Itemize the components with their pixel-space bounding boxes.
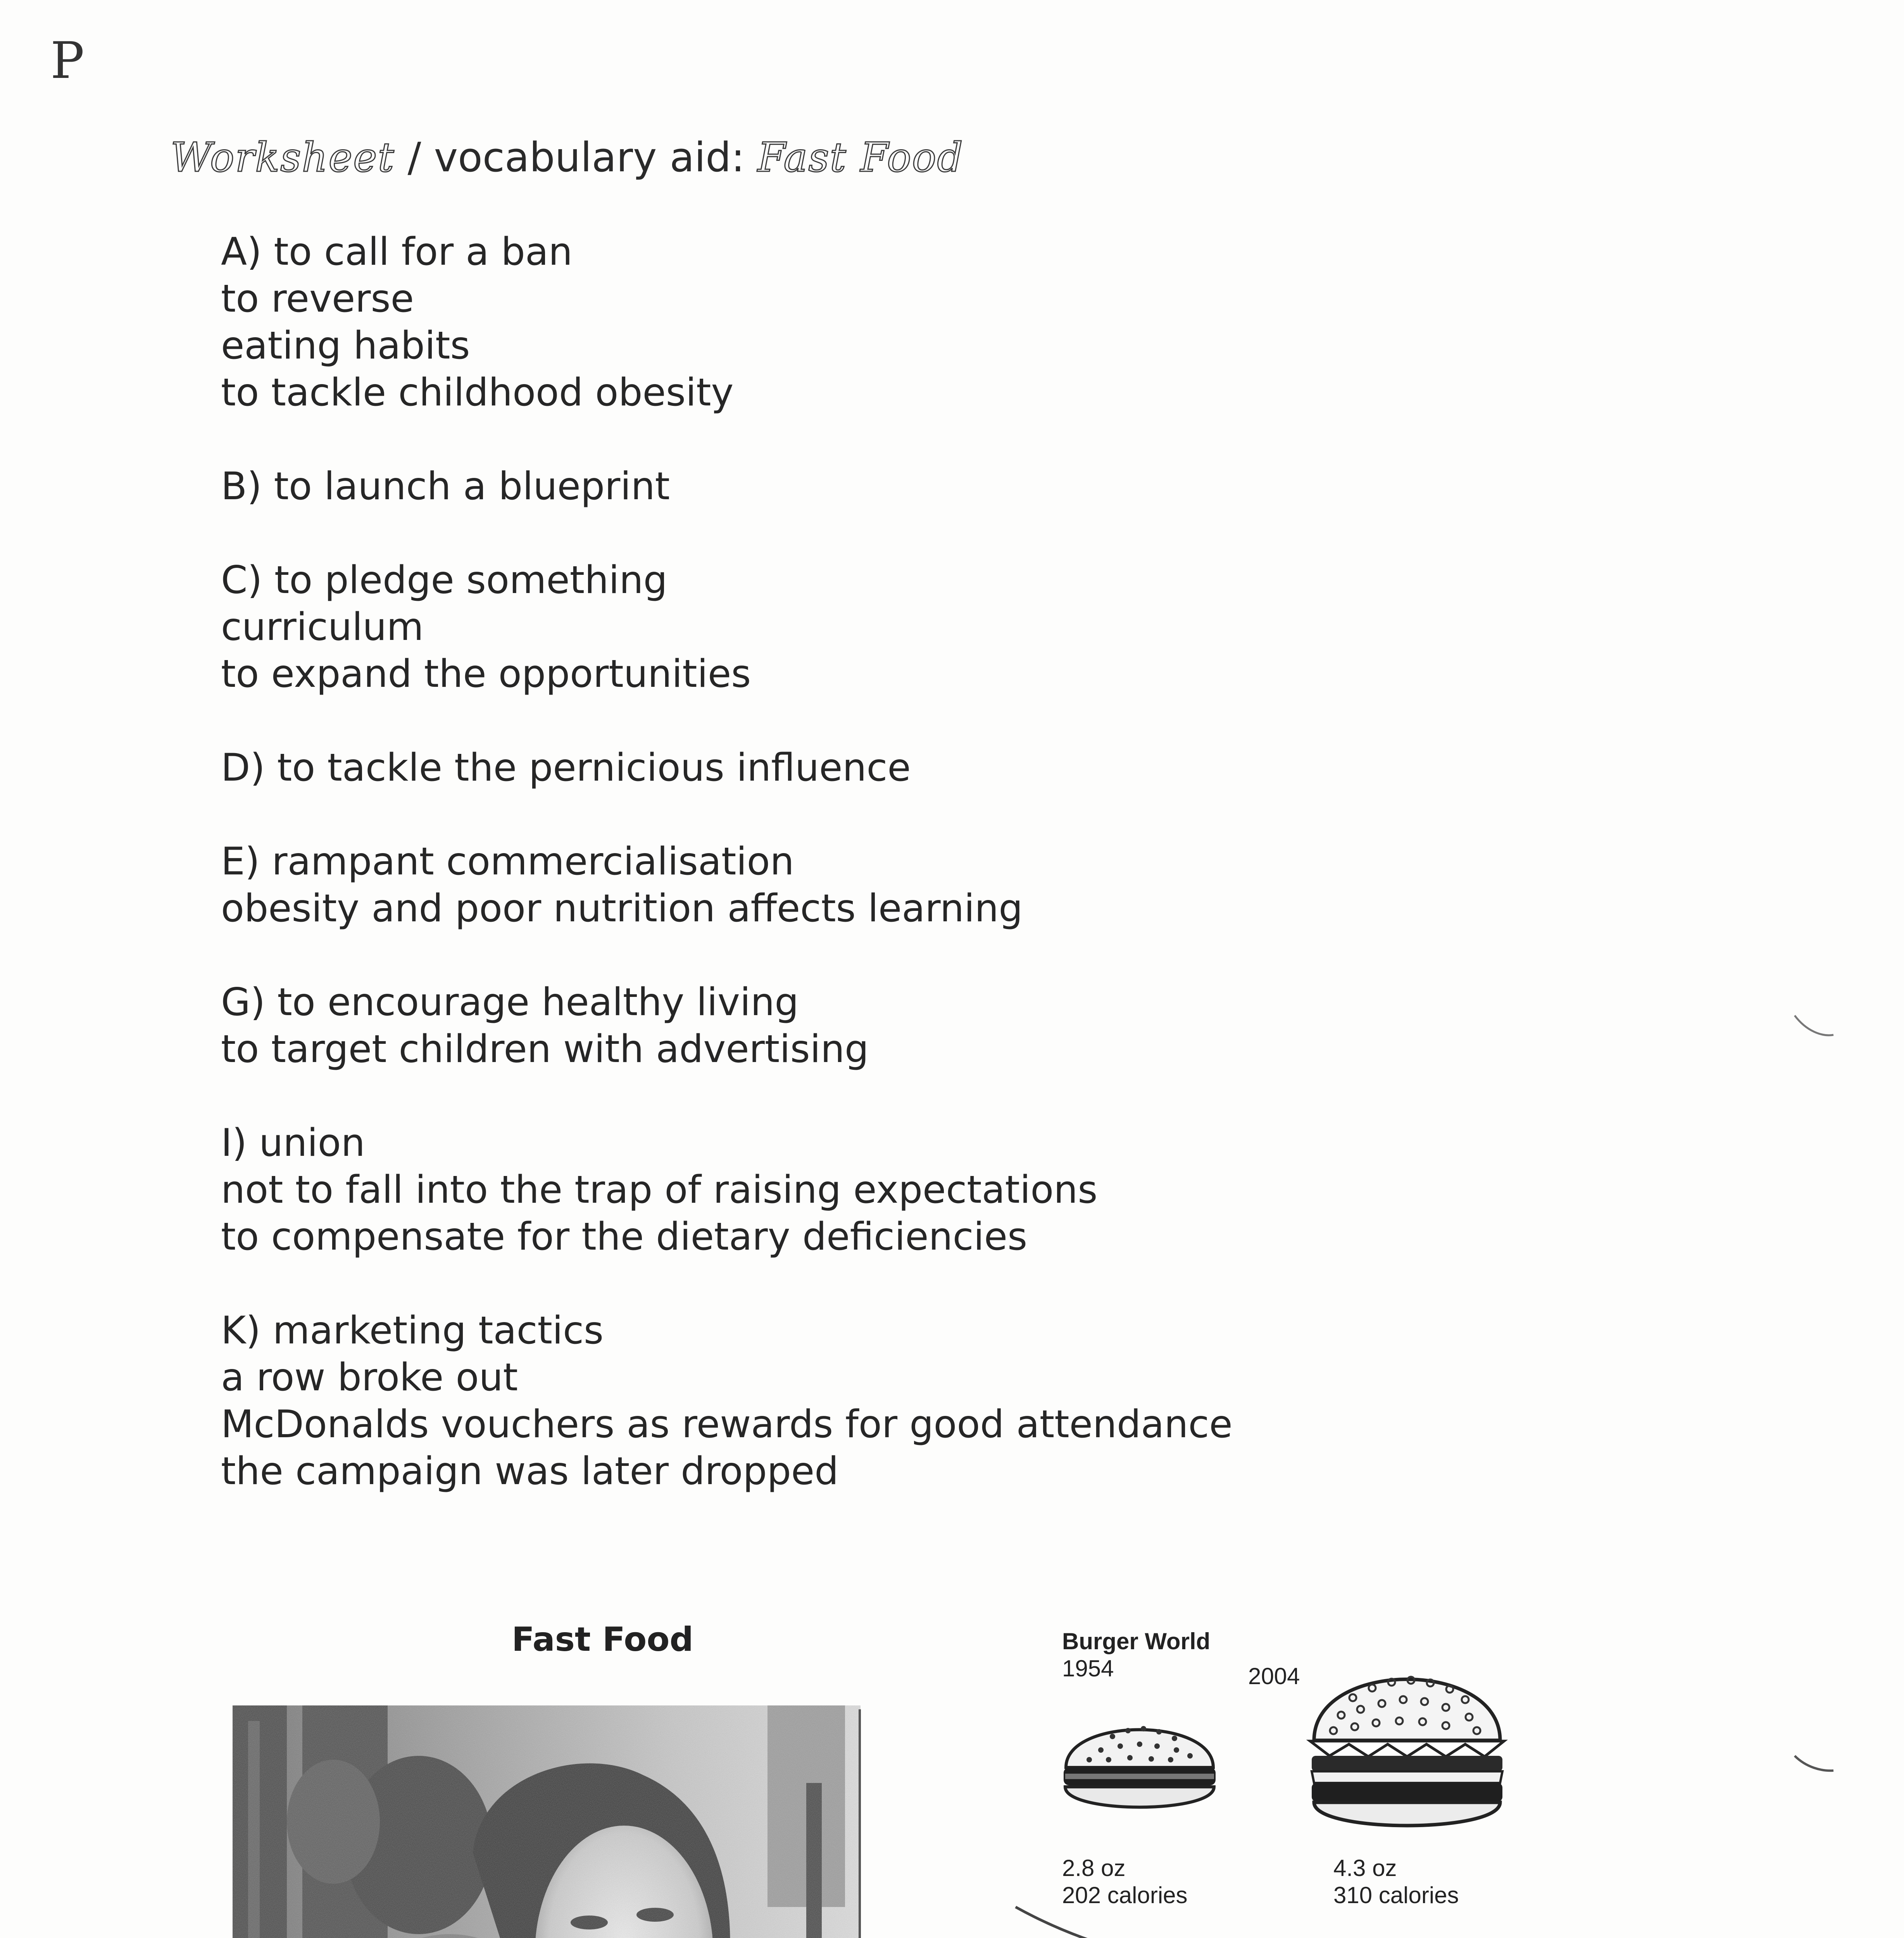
vocab-line: B) to launch a blueprint — [221, 464, 670, 509]
burger-year-old: 1954 — [1062, 1655, 1114, 1681]
vocab-line: eating habits — [221, 324, 470, 368]
vocab-line: to target children with advertising — [221, 1027, 869, 1071]
vocab-line: K) marketing tactics — [221, 1309, 604, 1353]
vocab-line: I) union — [221, 1121, 365, 1165]
vocab-group — [221, 979, 1233, 1073]
small-burger-icon — [1058, 1702, 1221, 1833]
burger-year-new: 2004 — [1248, 1663, 1300, 1689]
vocab-group — [221, 838, 1233, 932]
header-separator: / vocabulary aid: — [395, 134, 758, 181]
vocab-line: D) to tackle the pernicious influence — [221, 746, 911, 790]
small-burger-size: 2.8 oz — [1062, 1855, 1126, 1881]
vocabulary-list — [221, 229, 1233, 1542]
burger-arc — [1008, 1899, 1473, 1938]
large-burger-calories: 310 calories — [1333, 1882, 1459, 1908]
vocab-line: not to fall into the trap of raising expectations — [221, 1168, 1098, 1212]
vocab-group — [221, 1120, 1233, 1260]
vocab-line: to expand the opportunities — [221, 652, 751, 696]
vocab-line: to reverse — [221, 277, 414, 321]
vocab-group — [221, 229, 1233, 416]
vocab-group — [221, 745, 1233, 791]
vocab-line: C) to pledge something — [221, 558, 667, 602]
vocab-line: A) to call for a ban — [221, 230, 573, 274]
scan-mark-1 — [1791, 1008, 1837, 1043]
vocab-group — [221, 1307, 1233, 1495]
large-burger-size: 4.3 oz — [1333, 1855, 1397, 1881]
vocab-line: G) to encourage healthy living — [221, 980, 799, 1024]
burger-brand: Burger World — [1062, 1628, 1211, 1654]
vocab-line: to tackle childhood obesity — [221, 371, 734, 415]
header-topic: Fast Food — [757, 134, 964, 181]
margin-mark: P — [50, 31, 85, 90]
vocab-line: E) rampant commercialisation — [221, 840, 794, 884]
woman-eating-photo — [233, 1705, 861, 1938]
large-burger-icon — [1306, 1651, 1508, 1849]
header-worksheet: Worksheet — [171, 134, 395, 181]
vocab-line: obesity and poor nutrition affects learning — [221, 886, 1023, 931]
photo-edge-rule — [859, 1709, 861, 1938]
vocab-group — [221, 463, 1233, 510]
small-burger-calories: 202 calories — [1062, 1882, 1188, 1908]
vocab-line: curriculum — [221, 605, 424, 649]
figure-title: Fast Food — [512, 1620, 693, 1659]
scan-mark-2 — [1791, 1748, 1837, 1779]
vocab-group — [221, 557, 1233, 698]
vocab-line: the campaign was later dropped — [221, 1449, 839, 1493]
vocab-line: McDonalds vouchers as rewards for good attendance — [221, 1402, 1233, 1447]
worksheet-header — [171, 134, 964, 181]
vocab-line: to compensate for the dietary deficiencies — [221, 1215, 1028, 1259]
vocab-line: a row broke out — [221, 1355, 518, 1400]
